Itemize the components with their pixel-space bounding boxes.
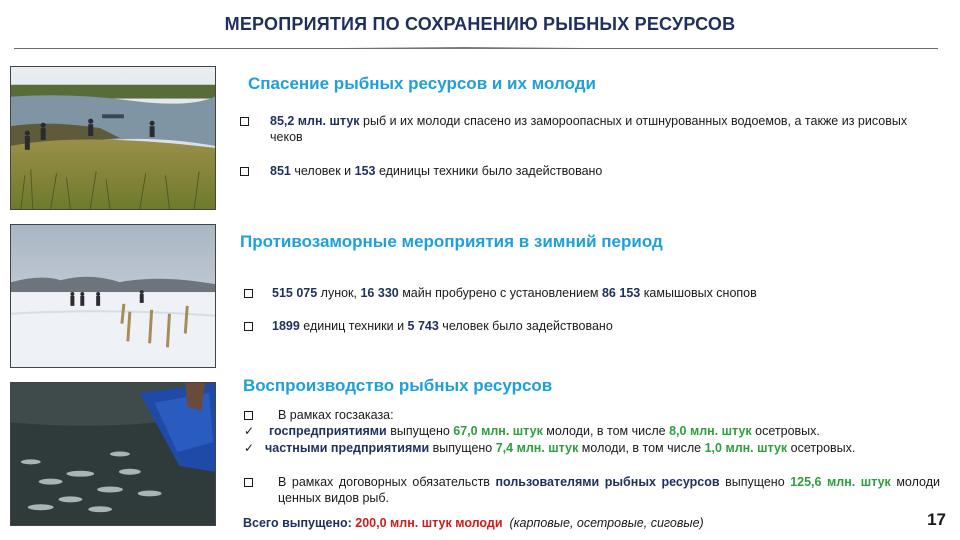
square-bullet-icon: [244, 474, 253, 491]
square-bullet-icon: [244, 407, 253, 424]
list-item: 851 человек и 153 единицы техники было задействовано: [240, 163, 940, 179]
check-icon: ✓: [244, 441, 255, 455]
photo-fish-release: [10, 382, 216, 526]
list-item: В рамках госзаказа:: [244, 407, 940, 423]
square-bullet-icon: [240, 163, 249, 180]
section-title-fish-rescue: Спасение рыбных ресурсов и их молоди: [248, 74, 596, 93]
check-icon: ✓: [244, 424, 255, 438]
list-item: 85,2 млн. штук рыб и их молоди спасено из замороопасных и отшнурованных водоемов, а также из рисовых чеков: [240, 113, 940, 145]
square-bullet-icon: [240, 113, 249, 130]
section-title-reproduction: Воспроизводство рыбных ресурсов: [243, 376, 553, 395]
square-bullet-icon: [244, 285, 253, 302]
square-bullet-icon: [244, 318, 253, 335]
title-divider: [14, 48, 938, 49]
total-released: Всего выпущено: 200,0 млн. штук молоди (карповые, осетровые, сиговые): [243, 516, 704, 530]
photo-fish-rescue: [10, 66, 216, 210]
check-item: ✓ частными предприятиями выпущено 7,4 млн. штук молоди, в том числе 1,0 млн. штук осетровых.: [244, 441, 856, 455]
list-item: 1899 единиц техники и 5 743 человек было задействовано: [244, 318, 940, 334]
list-item: В рамках договорных обязательств пользователями рыбных ресурсов выпущено 125,6 млн. штук молоди ценных видов рыб.: [244, 474, 940, 506]
photo-winter-ice: [10, 224, 216, 368]
list-item: 515 075 лунок, 16 330 майн пробурено с установлением 86 153 камышовых снопов: [244, 285, 940, 301]
slide-title: МЕРОПРИЯТИЯ ПО СОХРАНЕНИЮ РЫБНЫХ РЕСУРСОВ: [224, 14, 736, 34]
section-title-winter: Противозаморные мероприятия в зимний период: [240, 232, 663, 251]
page-number: 17: [927, 510, 946, 529]
check-item: ✓ госпредприятиями выпущено 67,0 млн. штук молоди, в том числе 8,0 млн. штук осетровых.: [244, 424, 820, 438]
